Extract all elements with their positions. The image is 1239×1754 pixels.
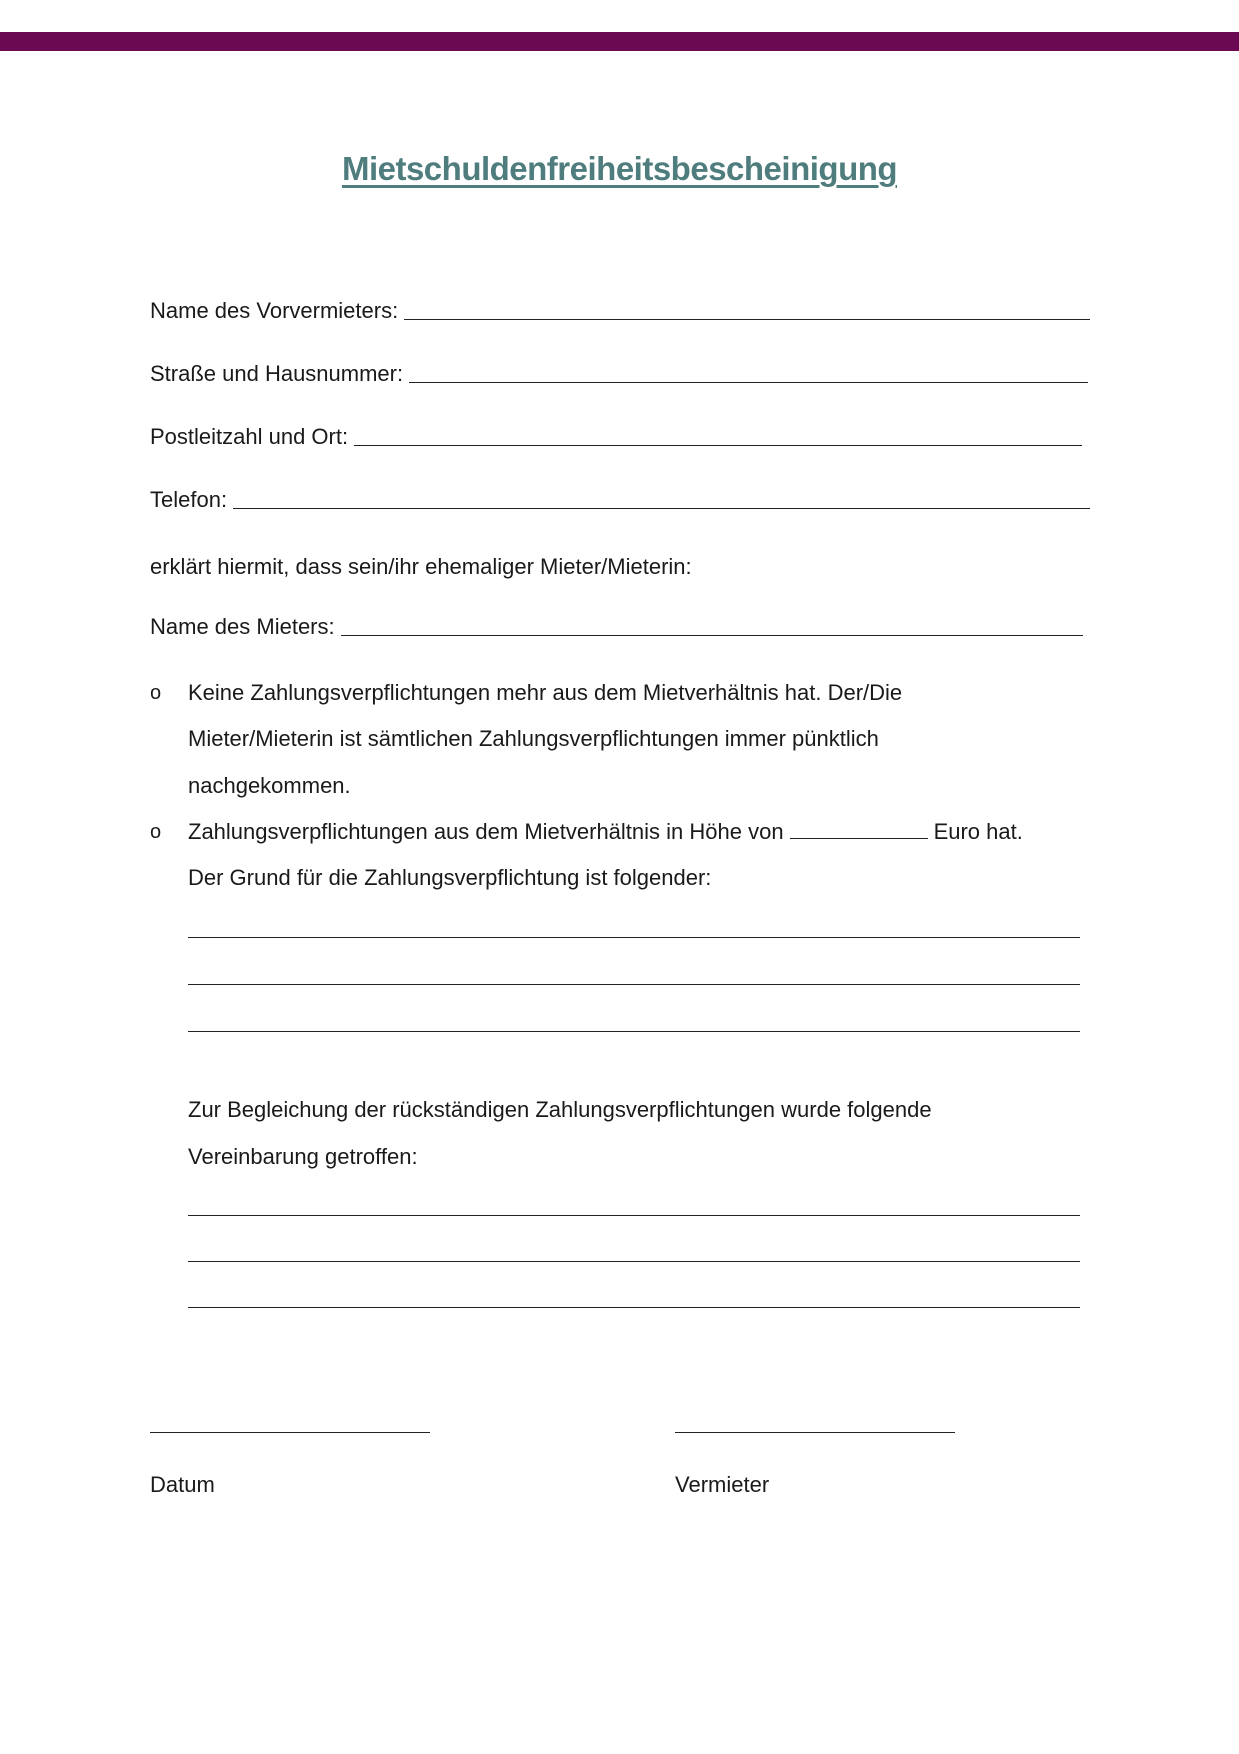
field-strasse[interactable] xyxy=(150,361,1088,387)
field-plz-ort[interactable] xyxy=(150,424,1082,450)
date-signature-line[interactable] xyxy=(150,1432,430,1433)
reason-blank-line[interactable] xyxy=(188,937,1080,938)
option-bullet[interactable]: o xyxy=(150,821,162,843)
field-label: Name des Mieters: xyxy=(150,614,335,639)
field-blank-line[interactable] xyxy=(341,634,1083,636)
field-telefon[interactable] xyxy=(150,487,1090,513)
option1-line: Mieter/Mieterin ist sämtlichen Zahlungsverpflichtungen immer pünktlich xyxy=(188,726,879,751)
field-blank-line[interactable] xyxy=(409,381,1088,383)
field-label: Postleitzahl und Ort: xyxy=(150,424,349,449)
field-blank-line[interactable] xyxy=(233,507,1090,509)
field-blank-line[interactable] xyxy=(404,318,1090,320)
reason-blank-line[interactable] xyxy=(188,984,1080,985)
reason-blank-line[interactable] xyxy=(188,1031,1080,1032)
agreement-line: Vereinbarung getroffen: xyxy=(188,1144,418,1169)
option1-line: Keine Zahlungsverpflichtungen mehr aus dem Mietverhältnis hat. Der/Die xyxy=(188,680,903,705)
option1-line: nachgekommen. xyxy=(188,773,351,798)
field-vorvermieter[interactable] xyxy=(150,298,1090,324)
option2-text-after: Euro hat. xyxy=(933,819,1023,844)
amount-blank-line[interactable] xyxy=(790,837,928,839)
option2-line1 xyxy=(188,819,1023,845)
option2-text-before: Zahlungsverpflichtungen aus dem Mietverhältnis in Höhe von xyxy=(188,819,784,844)
agreement-line: Zur Begleichung der rückständigen Zahlungsverpflichtungen wurde folgende xyxy=(188,1097,932,1122)
agreement-blank-line[interactable] xyxy=(188,1215,1080,1216)
top-accent-bar xyxy=(0,32,1239,51)
field-label: Name des Vorvermieters: xyxy=(150,298,399,323)
option-bullet[interactable]: o xyxy=(150,682,162,704)
landlord-label: Vermieter xyxy=(675,1472,770,1497)
date-label: Datum xyxy=(150,1472,215,1497)
field-mieter[interactable] xyxy=(150,614,1083,640)
field-label: Straße und Hausnummer: xyxy=(150,361,404,386)
field-label: Telefon: xyxy=(150,487,228,512)
landlord-signature-line[interactable] xyxy=(675,1432,955,1433)
option2-line2: Der Grund für die Zahlungsverpflichtung ist folgender: xyxy=(188,865,712,890)
agreement-blank-line[interactable] xyxy=(188,1307,1080,1308)
document-title: Mietschuldenfreiheitsbescheinigung xyxy=(341,150,898,187)
field-blank-line[interactable] xyxy=(354,444,1082,446)
declaration-text: erklärt hiermit, dass sein/ihr ehemaliger Mieter/Mieterin: xyxy=(150,554,692,579)
agreement-blank-line[interactable] xyxy=(188,1261,1080,1262)
